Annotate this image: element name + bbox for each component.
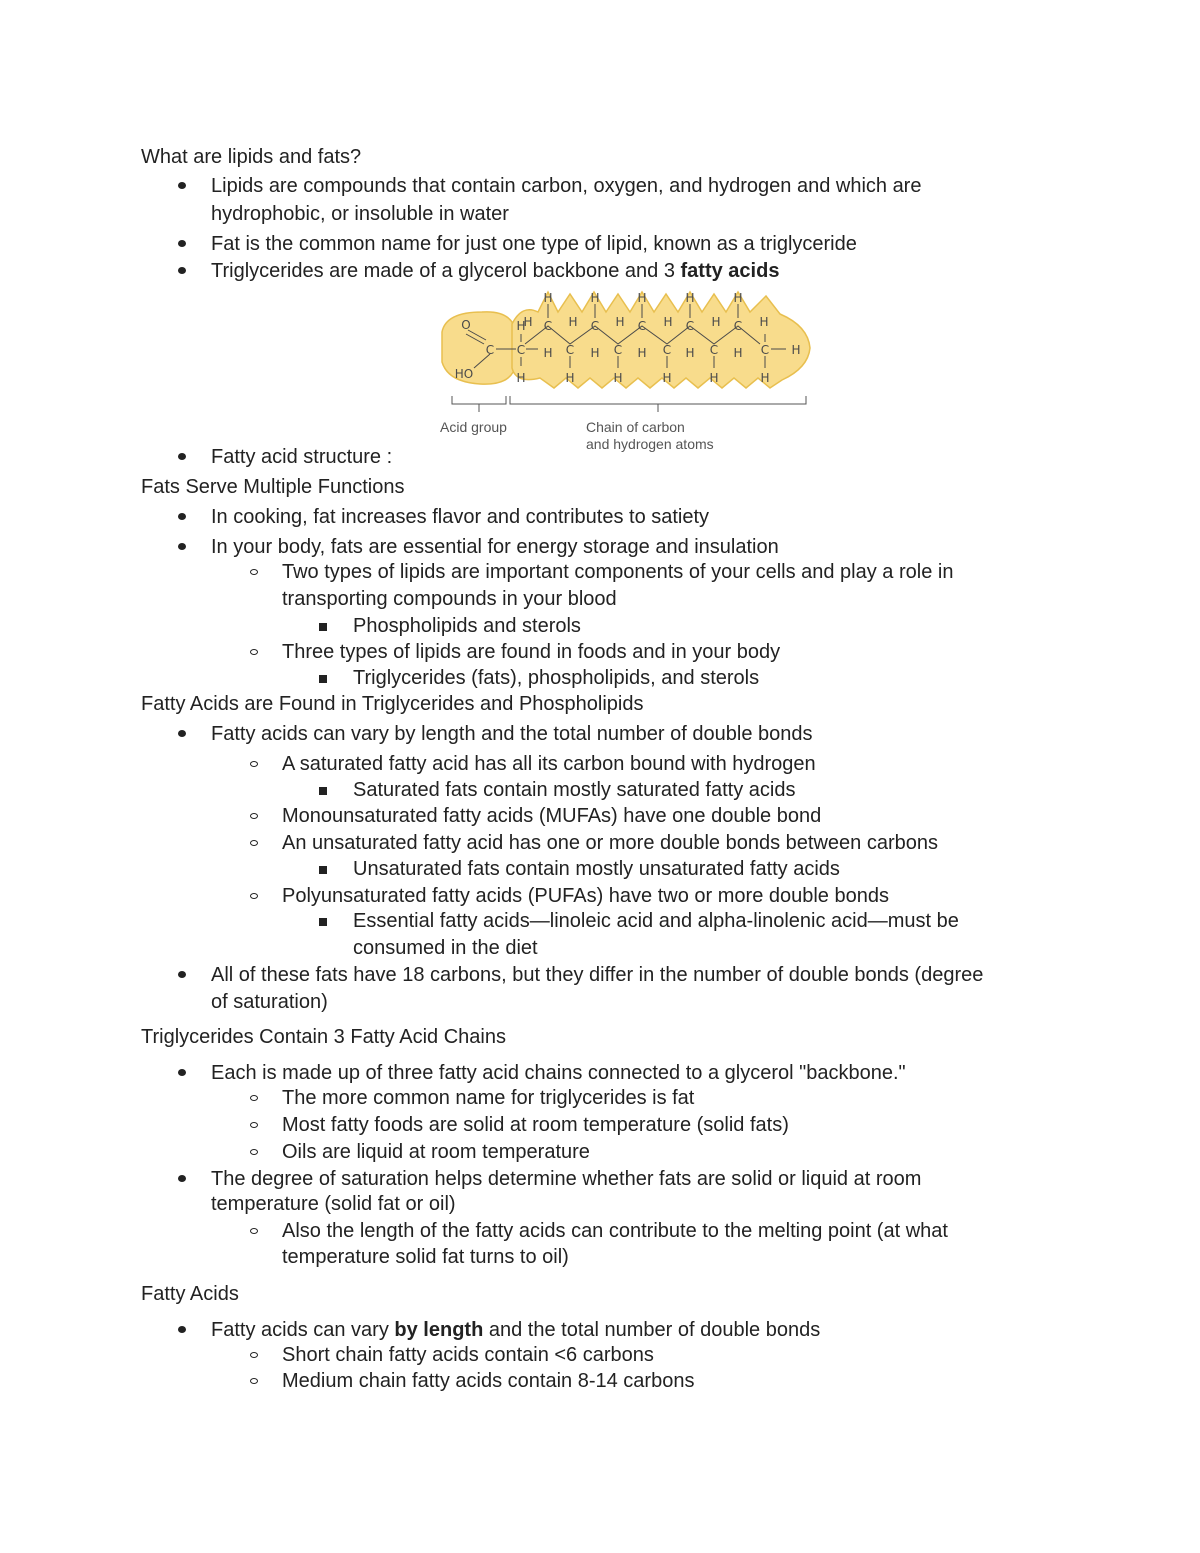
list-item: Medium chain fatty acids contain 8-14 carbons bbox=[282, 1370, 695, 1392]
bullet-square bbox=[319, 866, 327, 874]
list-item: Three types of lipids are found in foods and in your body bbox=[282, 641, 781, 663]
carbon-atom-label: C bbox=[485, 343, 495, 357]
list-item: The more common name for triglycerides is fat bbox=[282, 1087, 695, 1109]
section-heading: What are lipids and fats? bbox=[141, 146, 362, 168]
carbon-atom-label: C bbox=[516, 343, 526, 357]
list-item: Short chain fatty acids contain <6 carbons bbox=[282, 1344, 654, 1366]
list-item: In your body, fats are essential for energy storage and insulation bbox=[211, 536, 779, 558]
bullet-circle bbox=[250, 761, 258, 767]
carbon-atom-label: C bbox=[637, 319, 647, 333]
carbon-chain-label-line2: and hydrogen atoms bbox=[586, 436, 714, 452]
bullet-disc bbox=[178, 513, 186, 520]
hydrogen-atom-label: H bbox=[523, 315, 533, 329]
hydrogen-atom-label: H bbox=[590, 291, 600, 305]
list-item: Each is made up of three fatty acid chains connected to a glycerol "backbone." bbox=[211, 1062, 906, 1084]
carbon-atom-label: C bbox=[760, 343, 770, 357]
list-item-continuation: of saturation) bbox=[211, 991, 328, 1013]
hydrogen-atom-label: H bbox=[791, 343, 801, 357]
list-item: Saturated fats contain mostly saturated fatty acids bbox=[353, 779, 796, 801]
carbon-atom-label: C bbox=[685, 319, 695, 333]
bullet-circle bbox=[250, 649, 258, 655]
hydrogen-atom-label: H bbox=[615, 315, 625, 329]
group-brackets bbox=[452, 396, 806, 412]
emphasis-by-length: by length bbox=[394, 1319, 484, 1341]
bullet-disc bbox=[178, 971, 186, 978]
carbon-atom-label: C bbox=[565, 343, 575, 357]
carbon-atom-label: C bbox=[662, 343, 672, 357]
list-item bbox=[211, 259, 779, 283]
list-item-continuation: temperature solid fat turns to oil) bbox=[282, 1246, 569, 1268]
carbon-chain-label: Chain of carbon bbox=[586, 419, 685, 435]
list-item: Polyunsaturated fatty acids (PUFAs) have two or more double bonds bbox=[282, 885, 889, 907]
bullet-circle bbox=[250, 1122, 258, 1128]
hydrogen-atom-label: H bbox=[543, 346, 553, 360]
fatty-acid-structure-diagram bbox=[430, 282, 830, 457]
list-item-continuation: temperature (solid fat or oil) bbox=[211, 1193, 456, 1215]
hydrogen-atom-label: H bbox=[685, 291, 695, 305]
acid-group-label: Acid group bbox=[440, 419, 507, 435]
hydrogen-atom-label: H bbox=[590, 346, 600, 360]
acid-group-blob bbox=[442, 312, 516, 384]
list-item: All of these fats have 18 carbons, but they differ in the number of double bonds (degree bbox=[211, 964, 984, 986]
list-item: Fatty acid structure : bbox=[211, 446, 393, 468]
bullet-disc bbox=[178, 240, 186, 247]
list-item: Lipids are compounds that contain carbon, oxygen, and hydrogen and which are bbox=[211, 175, 922, 197]
bullet-disc bbox=[178, 1175, 186, 1182]
bullet-circle bbox=[250, 1149, 258, 1155]
section-heading: Fats Serve Multiple Functions bbox=[141, 476, 405, 498]
bullet-disc bbox=[178, 1326, 186, 1333]
carbon-atom-label: C bbox=[590, 319, 600, 333]
hydrogen-atom-label: H bbox=[663, 315, 673, 329]
section-heading: Triglycerides Contain 3 Fatty Acid Chains bbox=[141, 1026, 506, 1048]
hydrogen-atom-label: H bbox=[543, 291, 553, 305]
list-item: Triglycerides (fats), phospholipids, and sterols bbox=[353, 667, 760, 689]
list-item: Unsaturated fats contain mostly unsaturated fatty acids bbox=[353, 858, 840, 880]
bullet-disc bbox=[178, 182, 186, 189]
list-item-text: Triglycerides are made of a glycerol backbone and 3 bbox=[211, 260, 681, 282]
hydrogen-atom-label: H bbox=[662, 371, 672, 385]
hydroxyl-label: HO bbox=[454, 367, 474, 381]
bullet-square bbox=[319, 918, 327, 926]
hydrogen-atom-label: H bbox=[613, 371, 623, 385]
figure-captions bbox=[440, 419, 714, 452]
list-item-continuation: transporting compounds in your blood bbox=[282, 588, 617, 610]
list-item-continuation: consumed in the diet bbox=[353, 937, 538, 959]
list-item bbox=[211, 1318, 820, 1342]
hydrogen-atom-label: H bbox=[711, 315, 721, 329]
list-item: Also the length of the fatty acids can contribute to the melting point (at what bbox=[282, 1220, 948, 1242]
bullet-circle bbox=[250, 1352, 258, 1358]
bullet-circle bbox=[250, 840, 258, 846]
bullet-square bbox=[319, 787, 327, 795]
list-item: A saturated fatty acid has all its carbon bound with hydrogen bbox=[282, 753, 816, 775]
list-item: Two types of lipids are important components of your cells and play a role in bbox=[282, 561, 954, 583]
bullet-circle bbox=[250, 893, 258, 899]
hydrogen-atom-label: H bbox=[709, 371, 719, 385]
oxygen-atom-label: O bbox=[461, 318, 471, 332]
list-item-text: Fatty acids can vary bbox=[211, 1319, 395, 1341]
bullet-circle bbox=[250, 813, 258, 819]
bullet-disc bbox=[178, 730, 186, 737]
emphasis-fatty-acids: fatty acids bbox=[680, 260, 780, 282]
bullet-disc bbox=[178, 543, 186, 550]
list-item: Fatty acids can vary by length and the total number of double bonds bbox=[211, 723, 813, 745]
bullet-circle bbox=[250, 569, 258, 575]
list-item: Oils are liquid at room temperature bbox=[282, 1141, 590, 1163]
hydrogen-atom-label: H bbox=[568, 315, 578, 329]
hydrogen-atom-label: H bbox=[733, 291, 743, 305]
bullet-disc bbox=[178, 267, 186, 274]
bullet-disc bbox=[178, 453, 186, 460]
list-item: Phospholipids and sterols bbox=[353, 615, 581, 637]
list-item: In cooking, fat increases flavor and contributes to satiety bbox=[211, 506, 710, 528]
hydrogen-atom-label: H bbox=[760, 371, 770, 385]
hydrogen-atom-label: H bbox=[637, 291, 647, 305]
section-heading: Fatty Acids are Found in Triglycerides and Phospholipids bbox=[141, 693, 644, 715]
bullet-circle bbox=[250, 1095, 258, 1101]
list-item: Most fatty foods are solid at room temperature (solid fats) bbox=[282, 1114, 789, 1136]
hydrogen-atom-label: H bbox=[759, 315, 769, 329]
list-item-text: and the total number of double bonds bbox=[483, 1319, 821, 1341]
list-item: Monounsaturated fatty acids (MUFAs) have one double bond bbox=[282, 805, 822, 827]
list-item: Essential fatty acids—linoleic acid and alpha-linolenic acid—must be bbox=[353, 910, 959, 932]
hydrogen-atom-label: H bbox=[516, 371, 526, 385]
hydrogen-atom-label: H bbox=[516, 319, 526, 333]
bullet-square bbox=[319, 675, 327, 683]
carbon-atom-label: C bbox=[733, 319, 743, 333]
bullet-circle bbox=[250, 1228, 258, 1234]
hydrogen-atom-label: H bbox=[685, 346, 695, 360]
list-item-continuation: hydrophobic, or insoluble in water bbox=[211, 203, 509, 225]
list-item: The degree of saturation helps determine whether fats are solid or liquid at room bbox=[211, 1168, 922, 1190]
bullet-disc bbox=[178, 1069, 186, 1076]
carbon-atom-label: C bbox=[543, 319, 553, 333]
bullet-circle bbox=[250, 1378, 258, 1384]
hydrogen-atom-label: H bbox=[637, 346, 647, 360]
list-item: An unsaturated fatty acid has one or more double bonds between carbons bbox=[282, 832, 938, 854]
list-item: Fat is the common name for just one type of lipid, known as a triglyceride bbox=[211, 233, 857, 255]
hydrogen-atom-label: H bbox=[565, 371, 575, 385]
section-heading: Fatty Acids bbox=[141, 1283, 239, 1305]
carbon-atom-label: C bbox=[709, 343, 719, 357]
bullet-square bbox=[319, 623, 327, 631]
carbon-atom-label: C bbox=[613, 343, 623, 357]
hydrogen-atom-label: H bbox=[733, 346, 743, 360]
